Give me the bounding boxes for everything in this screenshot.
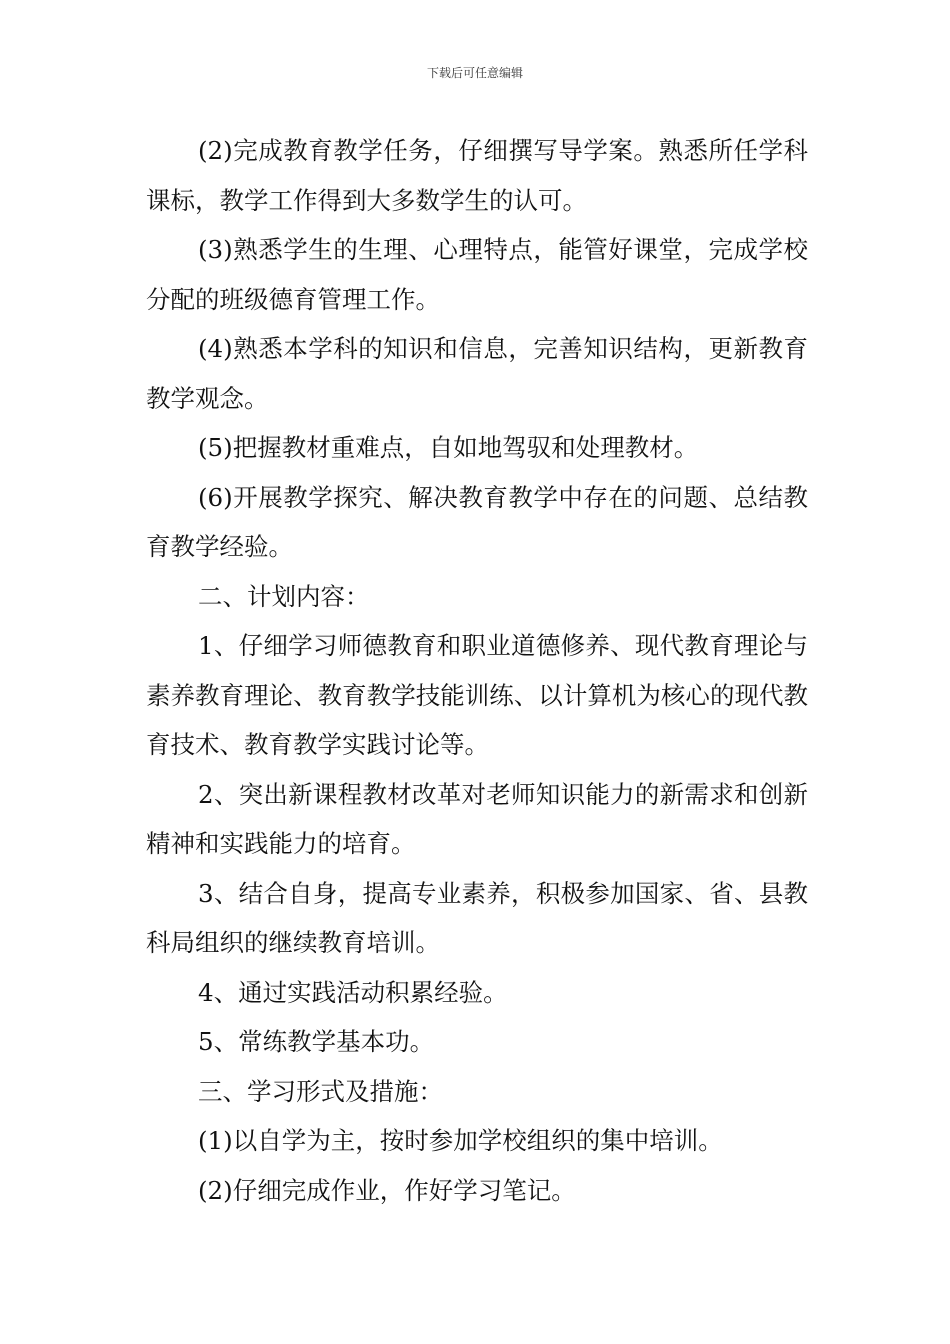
paragraph-plan-2: 2、突出新课程教材改革对老师知识能力的新需求和创新精神和实践能力的培育。 [146, 779, 808, 858]
page-header: 下载后可任意编辑 [426, 66, 523, 80]
paragraph-goal-4: (4)熟悉本学科的知识和信息，完善知识结构，更新教育教学观念。 [146, 334, 808, 413]
section-heading-study-forms: 三、学习形式及措施： [198, 1076, 443, 1106]
paragraph-goal-2: (2)完成教育教学任务，仔细撰写导学案。熟悉所任学科课标，教学工作得到大多数学生的认可。 [146, 136, 808, 215]
paragraph-plan-3: 3、结合自身，提高专业素养，积极参加国家、省、县教科局组织的继续教育培训。 [146, 878, 808, 957]
section-heading-plan-content: 二、计划内容： [198, 581, 370, 611]
paragraph-goal-3: (3)熟悉学生的生理、心理特点，能管好课堂，完成学校分配的班级德育管理工作。 [146, 235, 808, 314]
paragraph-plan-5: 5、常练教学基本功。 [198, 1027, 435, 1056]
paragraph-plan-4: 4、通过实践活动积累经验。 [198, 977, 508, 1007]
paragraph-measure-2: (2)仔细完成作业，作好学习笔记。 [198, 1175, 576, 1205]
paragraph-measure-1: (1)以自学为主，按时参加学校组织的集中培训。 [198, 1126, 723, 1155]
document-body [146, 126, 808, 1215]
paragraph-goal-5: (5)把握教材重难点，自如地驾驭和处理教材。 [198, 433, 699, 462]
paragraph-goal-6: (6)开展教学探究、解决教育教学中存在的问题、总结教育教学经验。 [146, 482, 808, 561]
paragraph-plan-1: 1、仔细学习师德教育和职业道德修养、现代教育理论与素养教育理论、教育教学技能训练、以计算机为核心的现代教育技术、教育教学实践讨论等。 [146, 631, 808, 759]
